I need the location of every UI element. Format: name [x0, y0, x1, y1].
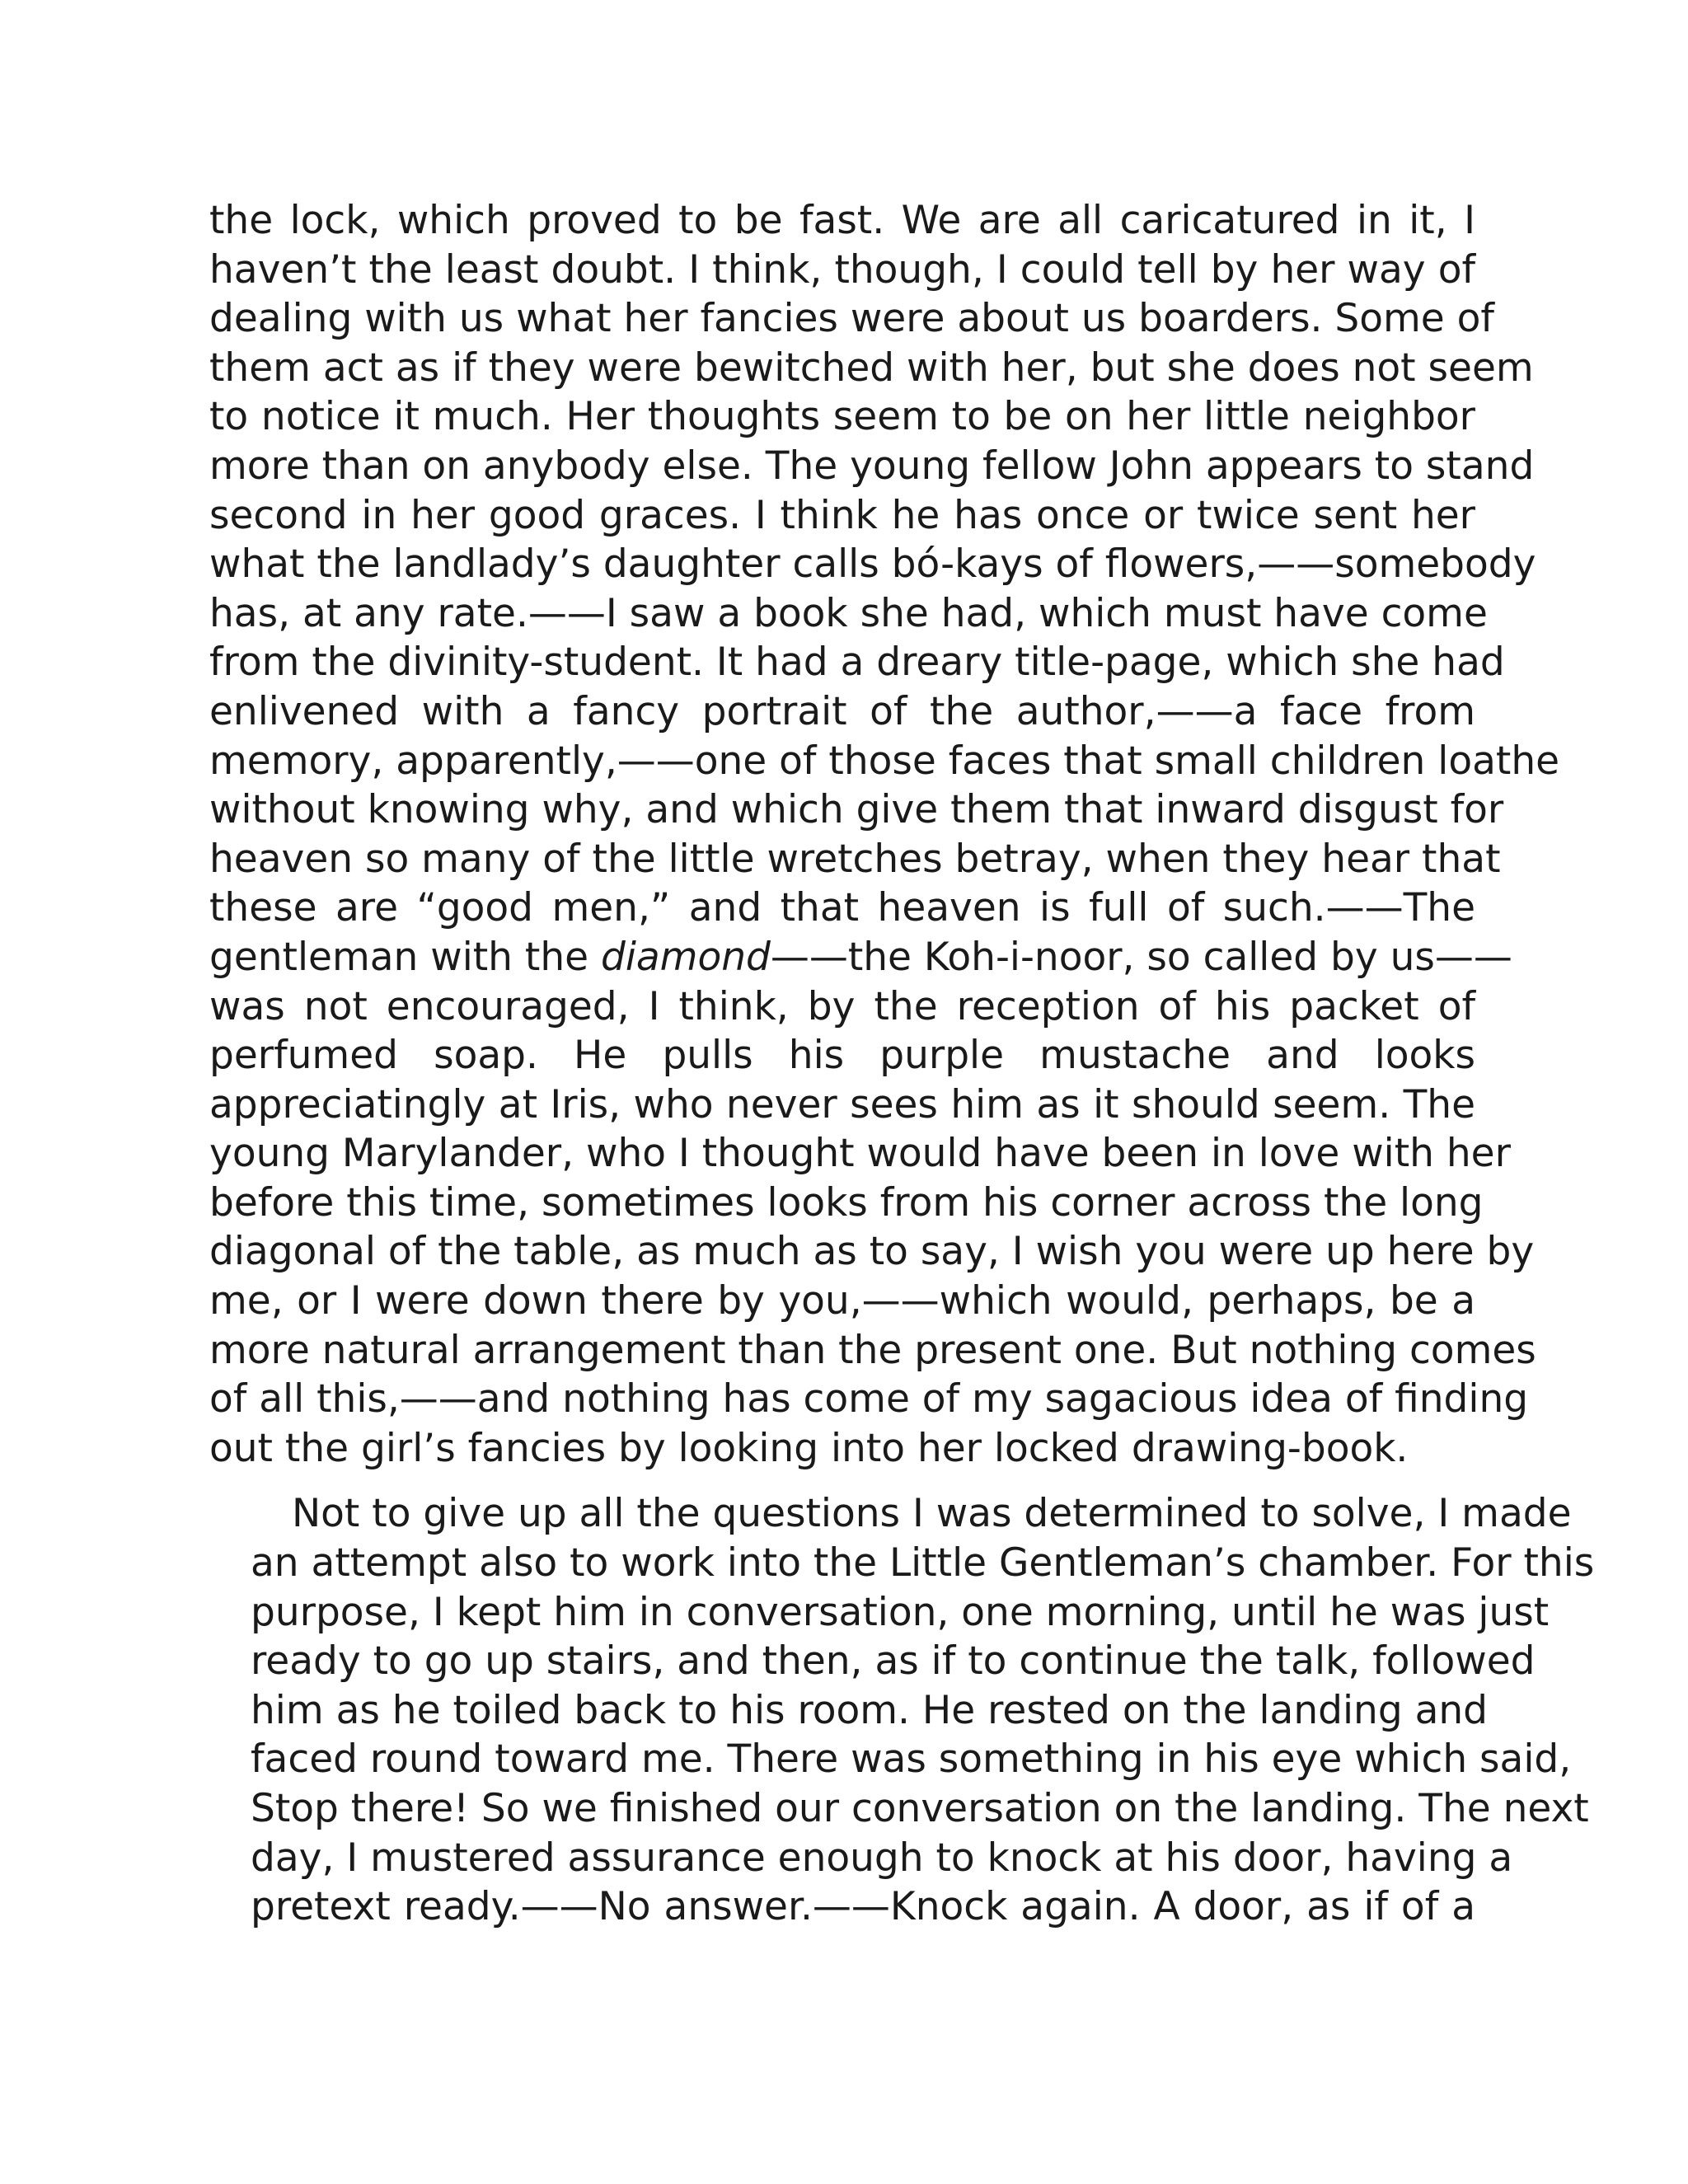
- text-line: them act as if they were bewitched with her, but she does not seem: [209, 344, 1534, 391]
- text-line: haven’t the least doubt. I think, though, I could tell by her way of: [209, 246, 1475, 293]
- paragraph-1: [209, 196, 1560, 1473]
- paragraph-2: [209, 1489, 1595, 1931]
- text-line: pretext ready.——No answer.——Knock again. A door, as if of a: [251, 1884, 1475, 1930]
- text-line: the lock, which proved to be fast. We are all caricatured in it, I: [209, 198, 1475, 243]
- text-line: young Marylander, who I thought would have been in love with her: [209, 1131, 1511, 1177]
- text-line: ready to go up stairs, and then, as if to continue the talk, followed: [251, 1638, 1536, 1685]
- text-line: was not encouraged, I think, by the reception of his packet of: [209, 983, 1475, 1029]
- text-line: diagonal of the table, as much as to say, I wish you were up here by: [209, 1229, 1535, 1275]
- text-line: enlivened with a fancy portrait of the author,——a face from: [209, 688, 1475, 734]
- text-line: before this time, sometimes looks from his corner across the long: [209, 1179, 1484, 1226]
- text-line: more than on anybody else. The young fellow John appears to stand: [209, 443, 1535, 489]
- text-line: me, or I were down there by you,——which would, perhaps, be a: [209, 1278, 1475, 1324]
- text-line: Stop there! So we finished our conversation on the landing. The next: [251, 1786, 1589, 1831]
- text-line: faced round toward me. There was something in his eye which said,: [251, 1736, 1572, 1783]
- text-segment: gentleman with the: [209, 934, 601, 980]
- text-line: to notice it much. Her thoughts seem to be on her little neighbor: [209, 394, 1475, 440]
- text-line: dealing with us what her fancies were about us boarders. Some of: [209, 296, 1494, 342]
- text-line: him as he toiled back to his room. He rested on the landing and: [251, 1687, 1489, 1733]
- document-page: [209, 196, 1595, 1932]
- text-line: has, at any rate.——I saw a book she had, which must have come: [209, 590, 1488, 636]
- text-line: appreciatingly at Iris, who never sees him as it should seem. The: [209, 1081, 1475, 1127]
- text-line: purpose, I kept him in conversation, one morning, until he was just: [251, 1589, 1550, 1635]
- text-line: out the girl’s fancies by looking into her locked drawing-book.: [209, 1425, 1409, 1471]
- text-line: these are “good men,” and that heaven is full of such.——The: [209, 885, 1475, 931]
- text-line: what the landlady’s daughter calls bó-kays of flowers,——somebody: [209, 541, 1536, 588]
- text-line: more natural arrangement than the present one. But nothing comes: [209, 1327, 1536, 1373]
- text-line: memory, apparently,——one of those faces that small children loathe: [209, 738, 1560, 784]
- text-line: day, I mustered assurance enough to knock at his door, having a: [251, 1835, 1513, 1881]
- text-line: of all this,——and nothing has come of my sagacious idea of finding: [209, 1376, 1529, 1422]
- text-line: heaven so many of the little wretches betray, when they hear that: [209, 836, 1501, 882]
- text-line: Not to give up all the questions I was determined to solve, I made: [292, 1491, 1572, 1537]
- text-line: from the divinity-student. It had a dreary title-page, which she had: [209, 640, 1505, 686]
- italic-word: diamond: [600, 934, 771, 980]
- text-segment: ——the Koh-i-noor, so called by us——: [770, 934, 1512, 980]
- text-line: second in her good graces. I think he has once or twice sent her: [209, 492, 1475, 538]
- text-line: without knowing why, and which give them that inward disgust for: [209, 787, 1504, 833]
- text-line: an attempt also to work into the Little Gentleman’s chamber. For this: [251, 1540, 1595, 1586]
- text-line: perfumed soap. He pulls his purple mustache and looks: [209, 1033, 1475, 1079]
- text-line: [209, 933, 1512, 982]
